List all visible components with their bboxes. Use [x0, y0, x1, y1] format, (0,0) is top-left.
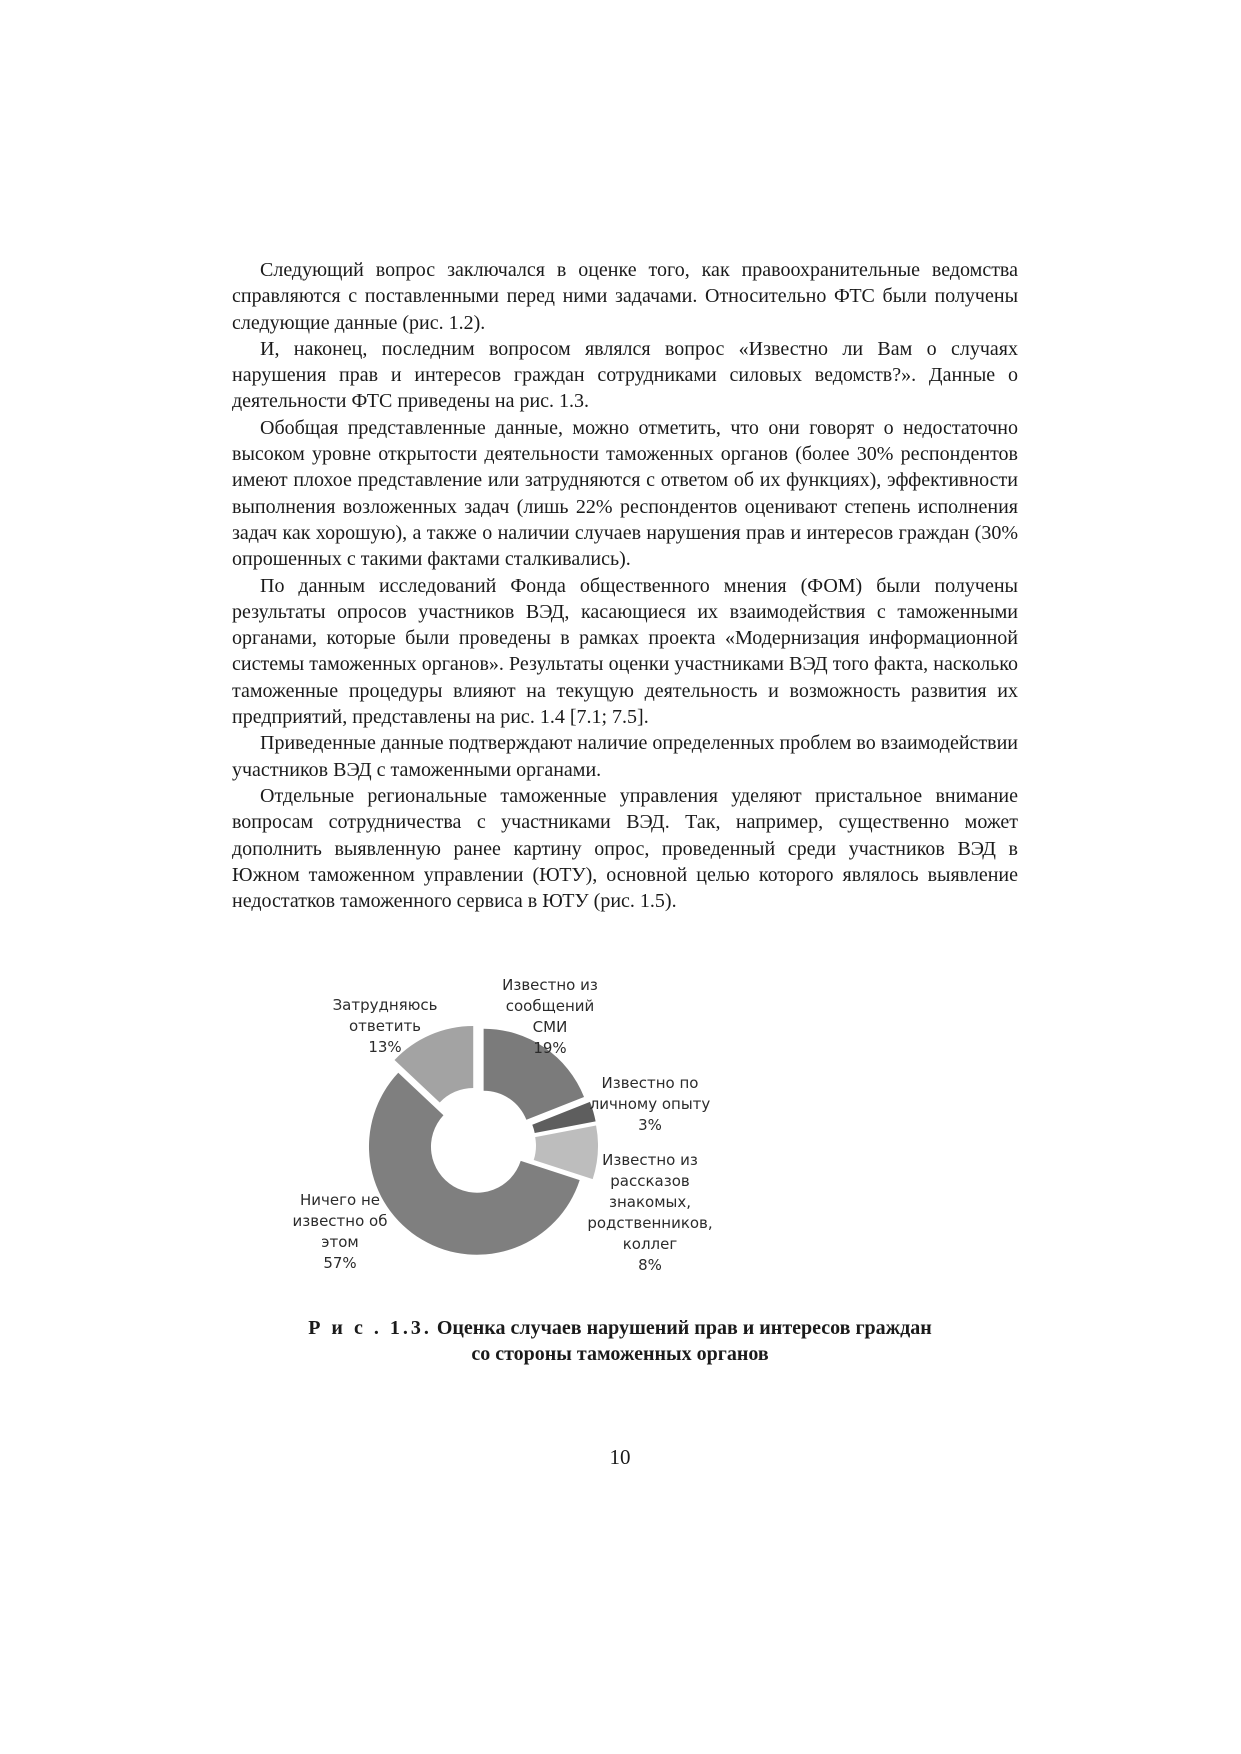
label-hard-to-say: Затрудняюсь ответить 13% [332, 996, 438, 1056]
label-media: Известно из сообщений СМИ 19% [502, 976, 598, 1057]
donut-chart [292, 975, 820, 1315]
label-nothing-known: Ничего не известно об этом 57% [292, 1191, 388, 1272]
caption-line-2: со стороны таможенных органов [471, 1343, 769, 1365]
label-acquaintances: Известно из рассказов знакомых, родственников, коллег 8% [587, 1151, 713, 1274]
paragraph: Следующий вопрос заключался в оценке того, как правоохранительные ведомства справляются с поставленными перед ними задачами. Относительно ФТС были получены следующие данные (рис. 1.2). [232, 259, 1018, 334]
paragraph: Приведенные данные подтверждают наличие определенных проблем во взаимодействии участников ВЭД с таможенными органами. [232, 732, 1018, 781]
body-text [232, 257, 1018, 914]
caption-prefix: Р и с . 1.3. [308, 1317, 432, 1339]
page-number: 10 [609, 1445, 631, 1469]
caption-line-1 [230, 1315, 1010, 1341]
paragraph: По данным исследований Фонда общественного мнения (ФОМ) были получены результаты опросов участников ВЭД, касающиеся их взаимодействия с таможенными органами, которые были проведены в рамках проекта «Модернизация информационной системы таможенных органов». Результаты оценки участниками ВЭД того факта, насколько таможенные процедуры влияют на текущую деятельность и возможность развития их предприятий, представлены на рис. 1.4 [7.1; 7.5]. [232, 574, 1018, 729]
caption-title: Оценка случаев нарушений прав и интересов граждан [436, 1317, 932, 1339]
paragraph: Отдельные региональные таможенные управления уделяют пристальное внимание вопросам сотрудничества с участниками ВЭД. Так, например, существенно может дополнить выявленную ранее картину опрос, проведенный среди участников ВЭД в Южном таможенном управлении (ЮТУ), основной целью которого являлось выявление недостатков таможенного сервиса в ЮТУ (рис. 1.5). [232, 784, 1018, 913]
paragraph: Обобщая представленные данные, можно отметить, что они говорят о недостаточно высоком уровне открытости деятельности таможенных органов (более 30% респондентов имеют плохое представление или затрудняются с ответом об их функциях), эффективности выполнения возложенных задач (лишь 22% респондентов оценивают степень исполнения задач как хорошую), а также о наличии случаев нарушения прав и интересов граждан (30% опрошенных с такими фактами сталкивались). [232, 416, 1018, 571]
label-personal-experience: Известно по личному опыту 3% [589, 1074, 711, 1134]
paragraph: И, наконец, последним вопросом являлся вопрос «Известно ли Вам о случаях нарушения прав и интересов граждан сотрудниками силовых ведомств?». Данные о деятельности ФТС приведены на рис. 1.3. [232, 337, 1018, 413]
figure-caption [230, 1315, 1010, 1367]
